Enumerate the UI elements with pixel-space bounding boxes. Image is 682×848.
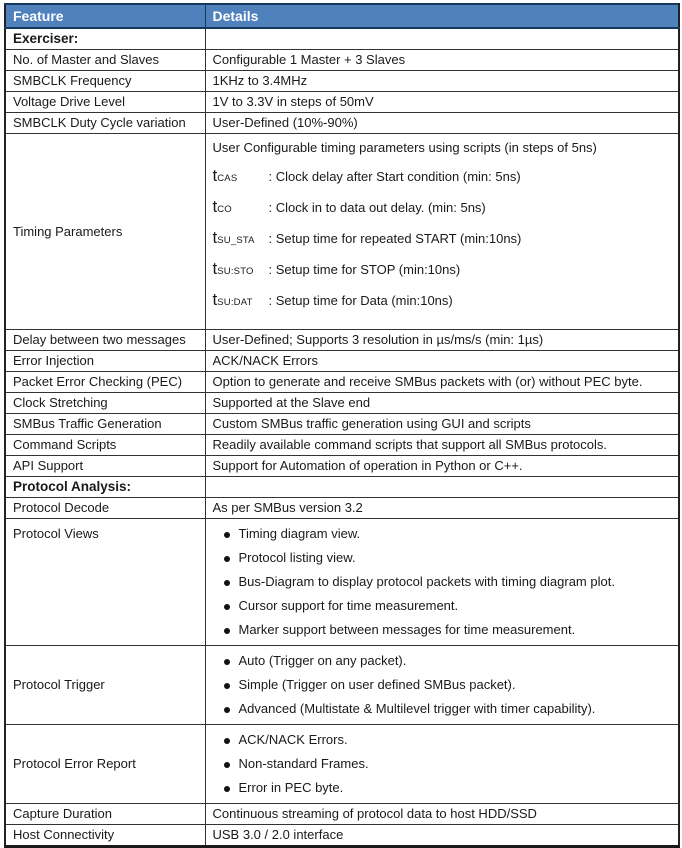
details-text: Configurable 1 Master + 3 Slaves [212, 52, 406, 67]
table-row [5, 330, 679, 351]
timing-parameter-description: : Setup time for repeated START (min:10ns) [268, 231, 522, 246]
details-cell [205, 92, 679, 113]
details-cell [205, 330, 679, 351]
table-row [5, 50, 679, 71]
bullet-item-text: Auto (Trigger on any packet). [238, 653, 407, 668]
details-cell [205, 456, 679, 477]
details-cell [205, 50, 679, 71]
feature-label: Protocol Views [13, 526, 99, 541]
details-cell [205, 825, 679, 847]
feature-details-table [4, 3, 680, 848]
table-row [5, 804, 679, 825]
feature-label: Protocol Decode [13, 500, 110, 515]
feature-cell [5, 50, 205, 71]
feature-cell [5, 113, 205, 134]
table-row [5, 113, 679, 134]
timing-symbol-subscript: CO [217, 204, 232, 215]
details-cell [205, 113, 679, 134]
details-text: ACK/NACK Errors [212, 353, 318, 368]
feature-cell [5, 435, 205, 456]
header-cell-details: Details [205, 4, 679, 28]
feature-cell [5, 519, 205, 646]
details-cell [205, 725, 679, 804]
details-text: User-Defined; Supports 3 resolution in µs/ms/s (min: 1µs) [212, 332, 544, 347]
table-row [5, 725, 679, 804]
table-row [5, 646, 679, 725]
timing-parameter-description: : Clock delay after Start condition (min: 5ns) [268, 169, 521, 184]
timing-parameter-line [213, 292, 672, 311]
details-bullet-list [213, 649, 672, 721]
details-cell [205, 393, 679, 414]
timing-parameter-description: : Clock in to data out delay. (min: 5ns) [268, 200, 486, 215]
details-cell [205, 351, 679, 372]
timing-parameter-line [213, 168, 672, 187]
feature-label: SMBCLK Duty Cycle variation [13, 115, 186, 130]
feature-cell [5, 28, 205, 50]
details-text: Support for Automation of operation in Python or C++. [212, 458, 523, 473]
bullet-item [239, 776, 672, 800]
table-row [5, 351, 679, 372]
timing-symbol-t: t [212, 259, 218, 278]
feature-cell [5, 456, 205, 477]
timing-symbol-t: t [212, 197, 218, 216]
feature-label: Protocol Error Report [13, 756, 136, 771]
feature-cell [5, 725, 205, 804]
timing-parameter-description: : Setup time for Data (min:10ns) [268, 293, 453, 308]
bullet-item-text: Simple (Trigger on user defined SMBus packet). [238, 677, 516, 692]
table-row [5, 393, 679, 414]
timing-parameter-description: : Setup time for STOP (min:10ns) [268, 262, 461, 277]
bullet-item-text: Bus-Diagram to display protocol packets with timing diagram plot. [238, 574, 615, 589]
feature-cell [5, 330, 205, 351]
details-text: Readily available command scripts that support all SMBus protocols. [212, 437, 608, 452]
bullet-item [239, 649, 672, 673]
header-row [5, 4, 679, 28]
timing-symbol [213, 199, 269, 218]
feature-label: API Support [13, 458, 84, 473]
timing-symbol [213, 168, 269, 187]
bullet-item [239, 618, 672, 642]
details-bullet-list [213, 728, 672, 800]
details-cell [205, 71, 679, 92]
timing-symbol-subscript: SU:DAT [217, 297, 253, 308]
feature-label: Host Connectivity [13, 827, 115, 842]
bullet-item-text: Advanced (Multistate & Multilevel trigger with timer capability). [238, 701, 596, 716]
feature-label: SMBus Traffic Generation [13, 416, 162, 431]
details-text: As per SMBus version 3.2 [212, 500, 363, 515]
table-row [5, 134, 679, 330]
details-cell [205, 804, 679, 825]
feature-cell [5, 71, 205, 92]
bullet-item [239, 522, 672, 546]
feature-cell [5, 804, 205, 825]
bullet-item-text: Non-standard Frames. [238, 756, 369, 771]
table-body [5, 28, 679, 847]
feature-label: Voltage Drive Level [13, 94, 126, 109]
timing-intro-text: User Configurable timing parameters using scripts (in steps of 5ns) [212, 140, 597, 155]
bullet-item-text: Protocol listing view. [238, 550, 356, 565]
timing-symbol-t: t [212, 228, 218, 247]
details-text: Option to generate and receive SMBus packets with (or) without PEC byte. [212, 374, 643, 389]
table-row [5, 435, 679, 456]
feature-label: Exerciser: [13, 31, 79, 46]
feature-cell [5, 825, 205, 847]
feature-label: No. of Master and Slaves [13, 52, 159, 67]
details-cell [205, 435, 679, 456]
feature-cell [5, 393, 205, 414]
table-row [5, 28, 679, 50]
feature-label: Timing Parameters [13, 223, 123, 239]
timing-symbol [213, 292, 269, 311]
timing-parameter-line [213, 199, 672, 218]
bullet-item-text: Error in PEC byte. [238, 780, 344, 795]
feature-cell [5, 414, 205, 435]
table-header [5, 4, 679, 28]
details-cell [205, 646, 679, 725]
table-row [5, 456, 679, 477]
table-row [5, 92, 679, 113]
timing-symbol-t: t [212, 166, 218, 185]
timing-parameter-line [213, 261, 672, 280]
timing-symbol-t: t [212, 290, 218, 309]
timing-symbol-subscript: SU_STA [217, 235, 255, 246]
feature-label: Error Injection [13, 353, 94, 368]
feature-cell [5, 92, 205, 113]
feature-cell [5, 351, 205, 372]
bullet-item [239, 728, 672, 752]
feature-cell [5, 646, 205, 725]
feature-label: SMBCLK Frequency [13, 73, 132, 88]
feature-cell [5, 372, 205, 393]
details-text: Custom SMBus traffic generation using GUI and scripts [212, 416, 531, 431]
details-text: 1KHz to 3.4MHz [212, 73, 308, 88]
details-text: Supported at the Slave end [212, 395, 371, 410]
details-cell [205, 134, 679, 330]
table-row [5, 414, 679, 435]
table-row [5, 372, 679, 393]
bullet-item [239, 697, 672, 721]
header-cell-feature: Feature [5, 4, 205, 28]
feature-cell [5, 498, 205, 519]
timing-symbol [213, 230, 269, 249]
table-row [5, 519, 679, 646]
feature-label: Protocol Analysis: [13, 479, 132, 494]
details-cell [205, 372, 679, 393]
feature-label: Clock Stretching [13, 395, 108, 410]
bullet-item-text: ACK/NACK Errors. [238, 732, 348, 747]
table-row [5, 477, 679, 498]
feature-cell [5, 134, 205, 330]
bullet-item [239, 673, 672, 697]
details-cell [205, 519, 679, 646]
details-text: 1V to 3.3V in steps of 50mV [212, 94, 374, 109]
details-cell [205, 414, 679, 435]
details-cell [205, 28, 679, 50]
timing-symbol [213, 261, 269, 280]
feature-label: Delay between two messages [13, 332, 186, 347]
timing-symbol-subscript: CAS [217, 173, 238, 184]
bullet-item-text: Timing diagram view. [238, 526, 361, 541]
bullet-item [239, 546, 672, 570]
bullet-item-text: Marker support between messages for time measurement. [238, 622, 576, 637]
feature-label: Command Scripts [13, 437, 117, 452]
details-cell [205, 477, 679, 498]
table-row [5, 498, 679, 519]
bullet-item [239, 570, 672, 594]
timing-symbol-subscript: SU:STO [217, 266, 254, 277]
details-cell [205, 498, 679, 519]
details-text: Continuous streaming of protocol data to host HDD/SSD [212, 806, 537, 821]
feature-label: Capture Duration [13, 806, 112, 821]
timing-parameter-line [213, 230, 672, 249]
table-row [5, 825, 679, 847]
feature-label: Packet Error Checking (PEC) [13, 374, 183, 389]
table-row [5, 71, 679, 92]
bullet-item [239, 594, 672, 618]
feature-cell [5, 477, 205, 498]
bullet-item-text: Cursor support for time measurement. [238, 598, 459, 613]
feature-label: Protocol Trigger [13, 677, 105, 692]
details-text: User-Defined (10%-90%) [212, 115, 358, 130]
bullet-item [239, 752, 672, 776]
details-text: USB 3.0 / 2.0 interface [212, 827, 344, 842]
details-bullet-list [213, 522, 672, 642]
